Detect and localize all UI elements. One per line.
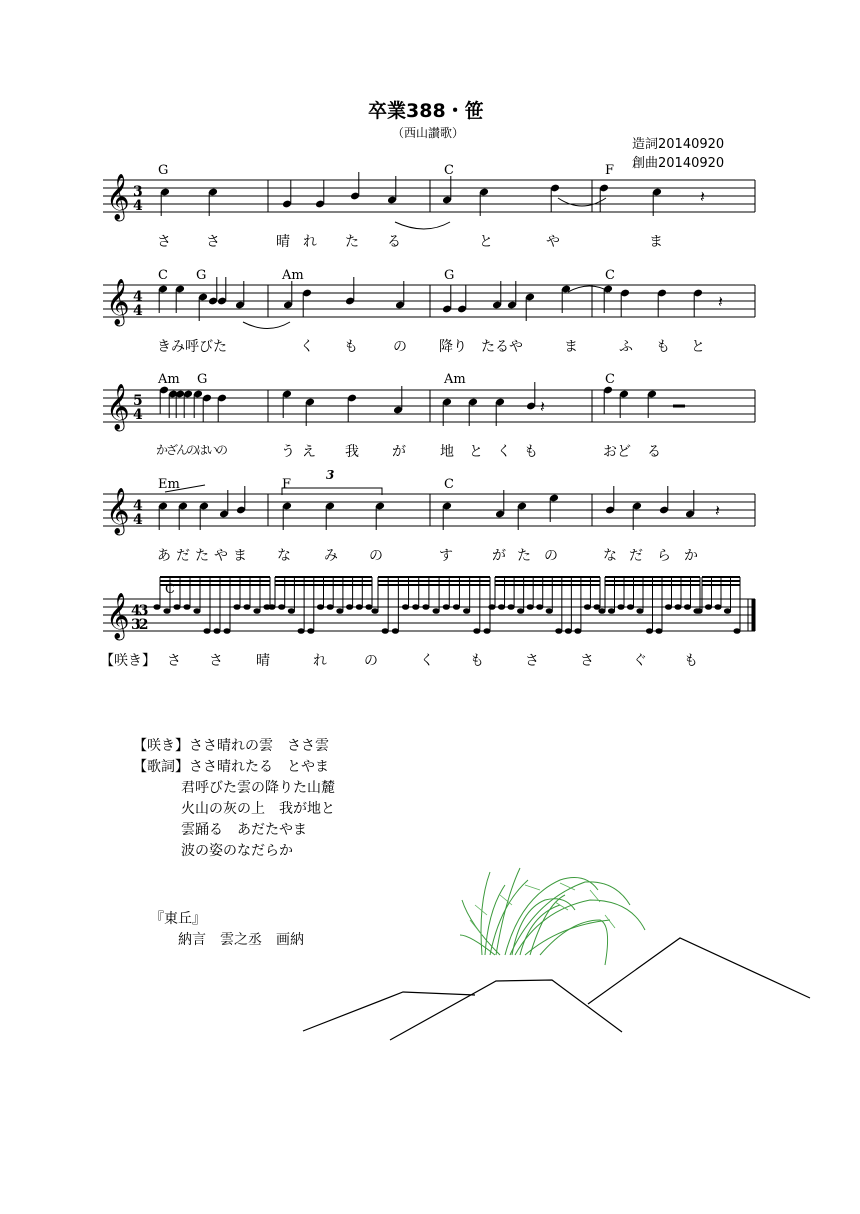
note-head — [546, 608, 553, 614]
note-head — [527, 604, 534, 610]
treble-clef-icon: 𝄞 — [106, 279, 130, 325]
chord-symbol: Am — [444, 372, 466, 387]
lyric-syllable: の — [364, 653, 378, 669]
note-head — [223, 628, 230, 634]
note-head — [163, 608, 170, 614]
note-head — [307, 628, 314, 634]
time-signature: 3 4 — [133, 184, 143, 214]
composer-credit: 創曲20140920 — [632, 156, 725, 171]
lyric-syllable: さ — [580, 653, 594, 669]
note-head — [382, 628, 389, 634]
lyric-syllable: の — [369, 548, 383, 564]
time-signature: 5 4 — [133, 393, 143, 423]
signature-line: 納言 雲之丞 画納 — [178, 932, 304, 948]
note-head — [412, 604, 419, 610]
note-head — [453, 604, 460, 610]
note-head — [674, 604, 681, 610]
lyric-syllable: く — [420, 653, 434, 669]
note-head — [705, 604, 712, 610]
note-head — [498, 604, 505, 610]
lyricist-credit: 造詞20140920 — [632, 137, 725, 152]
note-head — [298, 628, 305, 634]
note-head — [203, 628, 210, 634]
lyric-syllable: だ — [629, 548, 643, 564]
note-head — [733, 628, 740, 634]
time-signature: 43 32 — [131, 603, 147, 633]
song-subtitle: （西山讃歌） — [392, 126, 465, 140]
chord-symbol: G — [444, 268, 455, 283]
poem-line: 雲踊る あだたやま — [181, 822, 307, 838]
lyric-syllable: さ — [525, 653, 539, 669]
lyric-syllable: や — [546, 234, 560, 250]
lyric-syllable: も — [524, 444, 538, 460]
time-signature: 4 4 — [133, 289, 143, 319]
note-head — [584, 604, 591, 610]
lyric-syllable: す — [439, 548, 453, 564]
note-head — [346, 604, 353, 610]
tie-curve — [243, 322, 290, 329]
lyric-syllable: ぐ — [633, 653, 647, 669]
lyric-syllable: み — [324, 548, 338, 564]
note-head — [724, 608, 731, 614]
chord-symbol: C — [605, 372, 615, 387]
lyric-syllable: な — [603, 548, 617, 564]
lyric-syllable: あ — [157, 548, 171, 564]
note-head — [665, 604, 672, 610]
time-signature: 4 4 — [133, 498, 143, 528]
lyric-syllable: が — [392, 444, 406, 460]
note-head — [646, 628, 653, 634]
lyric-syllable: や — [214, 548, 228, 564]
tie-curve — [395, 222, 450, 229]
chord-symbol: Em — [158, 477, 180, 492]
note-head — [183, 604, 190, 610]
lyric-syllable: ま — [233, 548, 247, 564]
chord-symbol: G — [196, 268, 207, 283]
hill-outline — [303, 938, 810, 1040]
treble-clef-icon: 𝄞 — [106, 593, 130, 639]
lyric-syllable: ふ — [619, 339, 633, 355]
note-head — [473, 628, 480, 634]
lyric-syllable: 我 — [345, 444, 359, 460]
note-head — [278, 604, 285, 610]
note-head — [371, 608, 378, 614]
treble-clef-icon: 𝄞 — [106, 174, 130, 220]
chord-symbol: Am — [158, 372, 180, 387]
chord-symbol: G — [197, 372, 208, 387]
note-head — [402, 604, 409, 610]
lyric-syllable: の — [393, 339, 407, 355]
lyric-syllable: と — [469, 444, 483, 460]
lyric-syllable: ま — [649, 234, 663, 250]
lyric-syllable: る — [387, 234, 401, 250]
note-head — [432, 608, 439, 614]
note-head — [243, 604, 250, 610]
note-head — [507, 604, 514, 610]
note-head — [268, 604, 275, 610]
chord-symbol: F — [605, 163, 615, 178]
treble-clef-icon: 𝄞 — [106, 384, 130, 430]
lyric-syllable: く — [300, 339, 314, 355]
lyric-syllable: 晴 — [276, 234, 290, 250]
poem-line: 【歌詞】ささ晴れたる とやま — [133, 759, 329, 775]
lyric-syllable: も — [470, 653, 484, 669]
lyric-syllable: さ — [209, 653, 223, 669]
tuplet-number: 3 — [326, 468, 335, 482]
lyric-syllable: れ — [313, 653, 327, 669]
chord-symbol: G — [158, 163, 169, 178]
lyric-syllable: さ — [157, 234, 171, 250]
note-head — [488, 604, 495, 610]
tie-curve — [558, 198, 606, 206]
poem-line: 火山の灰の上 我が地と — [181, 801, 335, 817]
lyric-syllable: る — [647, 444, 661, 460]
chord-symbol: C — [165, 582, 175, 597]
lyric-syllable: う — [281, 444, 295, 460]
quarter-rest-icon: 𝄽 — [715, 501, 720, 520]
note-head — [695, 608, 702, 614]
lyric-syllable: と — [691, 339, 705, 355]
lyric-syllable: な — [277, 548, 291, 564]
note-head — [317, 604, 324, 610]
poem-line: 【咲き】ささ晴れの雲 ささ雲 — [133, 738, 329, 754]
lyric-syllable: 晴 — [256, 653, 270, 669]
note-head — [655, 628, 662, 634]
lyric-syllable: が — [492, 548, 506, 564]
lyric-syllable: 地 — [440, 444, 454, 460]
note-head — [593, 604, 600, 610]
chord-symbol: C — [444, 163, 454, 178]
poem-line: 波の姿のなだらか — [181, 843, 293, 859]
chord-symbol: C — [605, 268, 615, 283]
note-head — [608, 608, 615, 614]
note-head — [684, 604, 691, 610]
quarter-rest-icon: 𝄽 — [718, 292, 723, 311]
lyric-syllable: か — [684, 548, 698, 564]
lyric-syllable: も — [656, 339, 670, 355]
note-head — [336, 608, 343, 614]
lyric-syllable: だ — [176, 548, 190, 564]
note-head — [193, 608, 200, 614]
lyric-syllable: さ — [206, 234, 220, 250]
note-head — [253, 608, 260, 614]
lyric-syllable: た — [517, 548, 531, 564]
lyric-syllable: たるや — [481, 339, 523, 355]
note-head — [636, 608, 643, 614]
lyric-syllable: も — [684, 653, 698, 669]
lyric-syllable: れ — [303, 234, 317, 250]
song-title: 卒業388・笹 — [368, 100, 484, 122]
poem-line: 君呼びた雲の降りた山麓 — [181, 780, 335, 796]
chord-symbol: C — [444, 477, 454, 492]
quarter-rest-icon: 𝄽 — [540, 397, 545, 416]
note-head — [565, 628, 572, 634]
note-head — [463, 608, 470, 614]
note-head — [365, 604, 372, 610]
note-head — [392, 628, 399, 634]
note-head — [627, 604, 634, 610]
lyric-syllable: きみ呼びた — [157, 339, 227, 355]
lyric-syllable: も — [344, 339, 358, 355]
note-head — [617, 604, 624, 610]
signature-title: 『東丘』 — [150, 911, 206, 927]
lyric-syllable: 降り — [439, 339, 467, 355]
note-head — [153, 604, 160, 610]
lyric-syllable: さ — [167, 653, 181, 669]
lyric-syllable: おど — [603, 444, 631, 460]
note-head — [213, 628, 220, 634]
note-head — [443, 604, 450, 610]
note-head — [356, 604, 363, 610]
note-head — [233, 604, 240, 610]
lyric-syllable: た — [345, 234, 359, 250]
chord-symbol: F — [282, 477, 292, 492]
note-head — [327, 604, 334, 610]
quarter-rest-icon: 𝄽 — [700, 187, 705, 206]
note-head — [536, 604, 543, 610]
note-head — [598, 608, 605, 614]
lyric-syllable: ま — [564, 339, 578, 355]
treble-clef-icon: 𝄞 — [106, 488, 130, 534]
note-head — [483, 628, 490, 634]
lyric-syllable: え — [302, 444, 316, 460]
chord-symbol: Am — [282, 268, 304, 283]
note-head — [714, 604, 721, 610]
lyric-syllable: く — [497, 444, 511, 460]
lyric-syllable: の — [544, 548, 558, 564]
lyric-syllable: ら — [657, 548, 671, 564]
lyric-syllable: た — [195, 548, 209, 564]
note-head — [422, 604, 429, 610]
sasa-grass — [460, 868, 645, 965]
note-head — [288, 608, 295, 614]
note-head — [173, 604, 180, 610]
note-head — [574, 628, 581, 634]
lyric-label: 【咲き】 — [100, 653, 156, 669]
lyric-syllable: と — [479, 234, 493, 250]
note-head — [517, 608, 524, 614]
note-head — [555, 628, 562, 634]
chord-symbol: C — [158, 268, 168, 283]
lyric-syllable: かざんのはいの — [156, 443, 227, 457]
